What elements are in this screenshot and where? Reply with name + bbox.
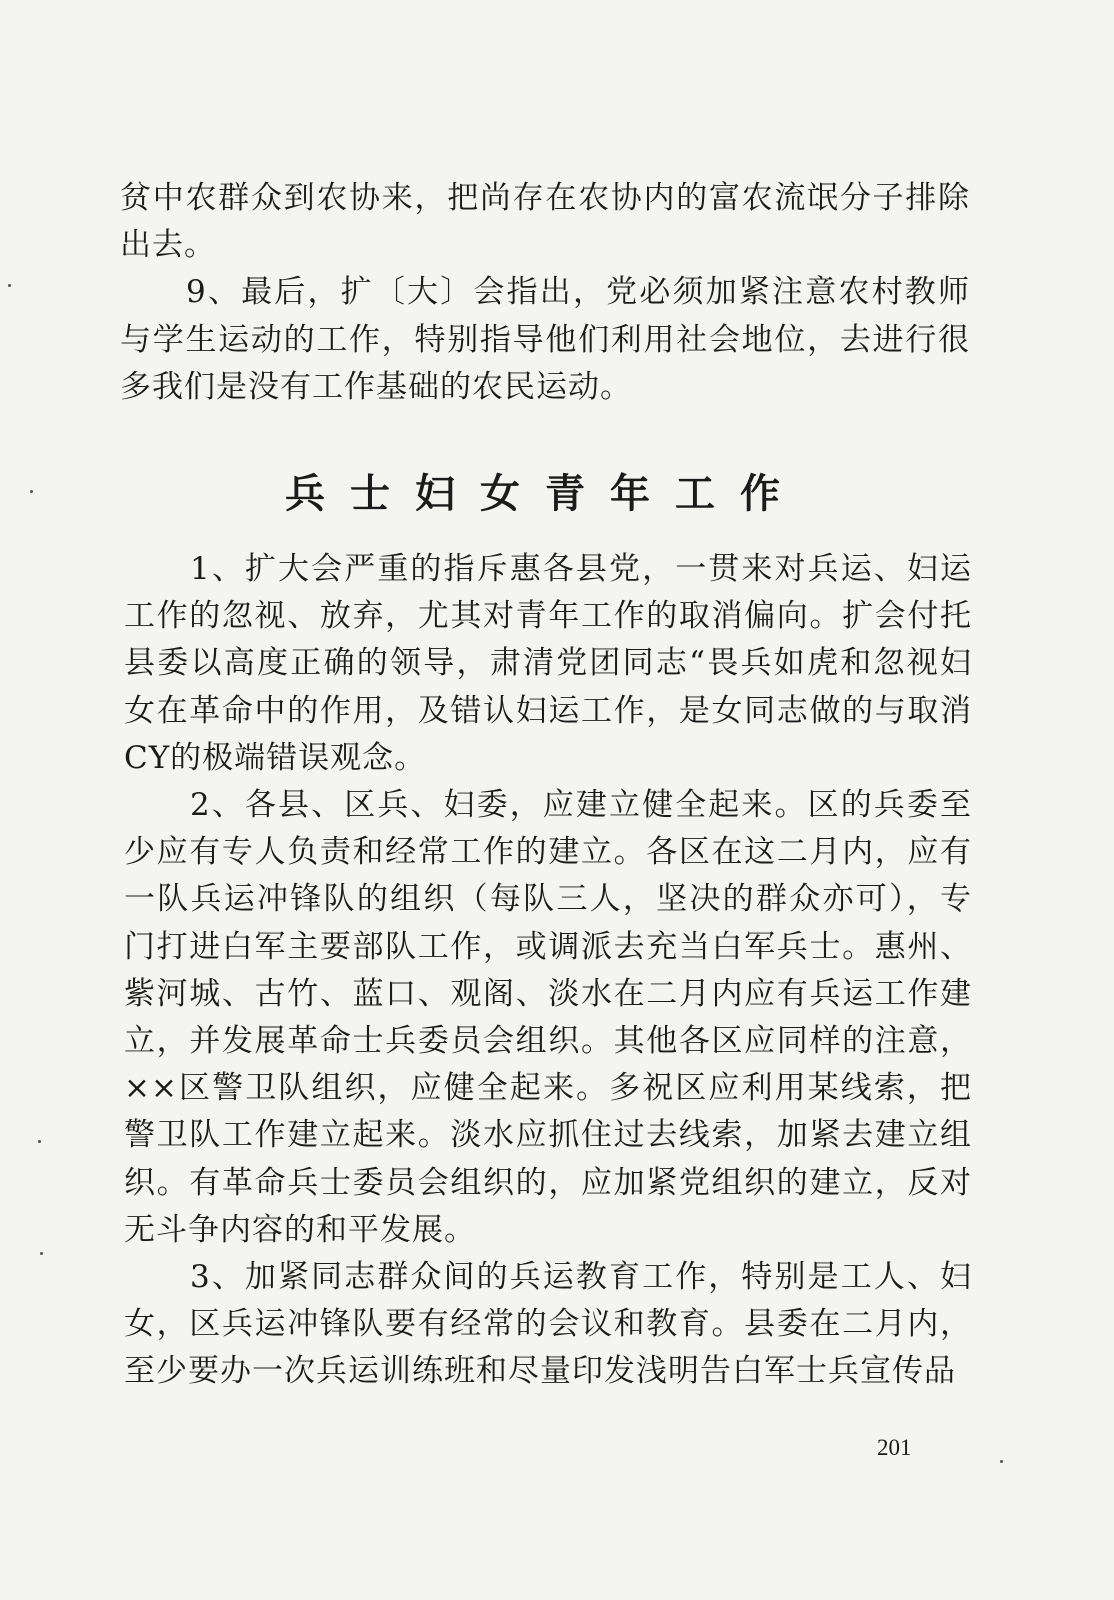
scan-speck xyxy=(30,490,33,493)
top-text-block xyxy=(120,175,970,411)
paragraph-item-2: 2、各县、区兵、妇委，应建立健全起来。区的兵委至少应有专人负责和经常工作的建立。各区在这二月内，应有一队兵运冲锋队的组织（每队三人，坚决的群众亦可），专门打进白军主要部队工作，或调派去充当白军兵士。惠州、紫河城、古竹、蓝口、观阁、淡水在二月内应有兵运工作建立，并发展革命士兵委员会组织。其他各区应同样的注意，××区警卫队组织，应健全起来。多祝区应利用某线索，把警卫队工作建立起来。淡水应抓住过去线索，加紧去建立组织。有革命兵士委员会组织的，应加紧党组织的建立，反对无斗争内容的和平发展。 xyxy=(124,787,972,1248)
paragraph-item-9: 9、最后，扩〔大〕会指出，党必须加紧注意农村教师与学生运动的工作，特别指导他们利用社会地位，去进行很多我们是没有工作基础的农民运动。 xyxy=(120,274,970,405)
section-title: 兵士妇女青年工作 xyxy=(285,471,805,517)
body-text-block xyxy=(124,546,972,1396)
paragraph-continuation: 贫中农群众到农协来，把尚存在农协内的富农流氓分子排除出去。 xyxy=(120,180,970,264)
scan-speck xyxy=(38,1140,41,1143)
paragraph-item-1: 1、扩大会严重的指斥惠各县党，一贯来对兵运、妇运工作的忽视、放弃，尤其对青年工作的取消偏向。扩会付托县委以高度正确的领导，肃清党团同志“畏兵如虎和忽视妇女在革命中的作用，及错认妇运工作，是女同志做的与取消CY的极端错误观念。 xyxy=(124,551,972,776)
scan-speck xyxy=(1000,1460,1003,1463)
page-number: 201 xyxy=(877,1435,912,1460)
scan-speck xyxy=(40,1252,43,1255)
scan-speck xyxy=(8,284,11,287)
paragraph-item-3: 3、加紧同志群众间的兵运教育工作，特别是工人、妇女，区兵运冲锋队要有经常的会议和教育。县委在二月内，至少要办一次兵运训练班和尽量印发浅明告白军士兵宣传品 xyxy=(124,1259,972,1390)
